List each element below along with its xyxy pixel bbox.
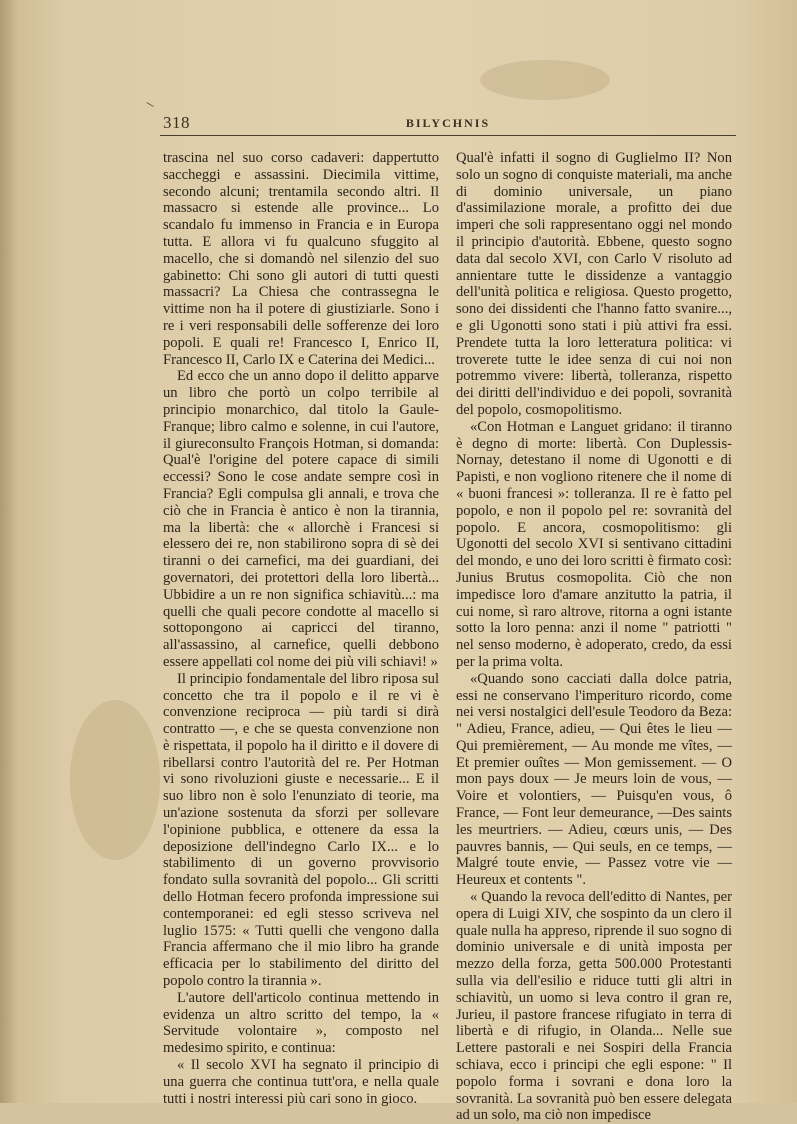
paragraph: Il principio fondamentale del libro riposa sul concetto che tra il popolo e il re vi è convenzione reciproca — più tardi si dirà contratto —, e che se questa convenzione non è rispettata, il popolo ha il diritto e il dovere di ribellarsi contro l'autorità del re. Per Hotman vi sono rivoluzioni giuste e necessarie... E il suo libro non è solo l'enunziato di teorie, ma un'azione sostenuta da sforzi per sollevare l'opinione pubblica, e ottenere da essa la deposizione dell'indegno Carlo IX... e lo stabilimento di un governo provvisorio fondato sulla sovranità del popolo... Gli scritti dello Hotman fecero profonda impressione sui contemporanei: ed egli stesso scriveva nel luglio 1575: « Tutti quelli che vengono dalla Francia affermano che il mio libro ha grande efficacia per lo stabilimento del diritto del popolo contro la tirannia ». bbox=[163, 670, 439, 990]
header-rule bbox=[160, 135, 736, 136]
running-title: BILYCHNIS bbox=[405, 116, 491, 130]
paragraph: «Con Hotman e Languet gridano: il tiranno è degno di morte: libertà. Con Duplessis-Nornay, detestano il nome di Ugonotti e di Papisti, e non vogliono ritenere che il nome di « buoni francesi »: tolleranza. Il re è fatto pel popolo, e non il popolo pel re: sovranità del popolo. E ancora, cosmopolitismo: gli Ugonotti del secolo XVI si sentivano cittadini del mondo, e uno dei loro scritti è firmato così: Junius Brutus cosmopolita. Ciò che non impedisce loro d'amare anzitutto la patria, il cui nome, sì raro altrove, ritorna a ogni istante sotto la loro penna: anzi il nome " patriotti " nel senso moderno, è adoperato, credo, da essi per la prima volta. bbox=[456, 418, 732, 670]
page-header bbox=[160, 113, 736, 135]
paragraph: « Quando la revoca dell'editto di Nantes, per opera di Luigi XIV, che sospinto da un clero il quale nulla ha appreso, riprende il suo sogno di dominio universale e di unità imposta per mezzo della forza, getta 500.000 Protestanti sulla via dell'esilio e riduce tutti gli altri in schiavitù, un uomo si leva contro il gran re, Jurieu, il pastore francese rifugiato in terra di libertà e di rifugio, in Olanda... Nelle sue Lettere pastorali e nei Sospiri della Francia schiava, ecco i principi che egli espone: " Il popolo forma i sovrani e dona loro la sovranità. La sovranità può ben essere delegata ad un solo, ma ciò non impedisce bbox=[456, 889, 732, 1124]
right-column bbox=[456, 150, 732, 1124]
paragraph: trascina nel suo corso cadaveri: dappertutto saccheggi e assassini. Diecimila vittime, secondo alcuni; trentamila secondo altri. Il massacro si estende alle province... Lo scandalo fu immenso in Francia e in Europa tutta. E allora vi fu qualcuno sfuggito al macello, che si domandò nel silenzio del suo gabinetto: Chi sono gli autori di tutti questi massacri? La Chiesa che contrassegna le vittime non ha il potere di giustiziarle. Sono i re i veri responsabili delle sofferenze dei loro popoli. E quali re! Francesco I, Enrico II, Francesco II, Carlo IX e Caterina dei Medici... bbox=[163, 150, 439, 368]
paragraph: Ed ecco che un anno dopo il delitto apparve un libro che portò un colpo terribile al principio monarchico, dal titolo la Gaule-Franque; libro calmo e solenne, in cui l'autore, il giureconsulto François Hotman, si domanda: Qual'è l'origine del potere capace di simili eccessi? Sono le cose andate sempre così in Francia? Egli compulsa gli annali, e trova che ciò che in Francia è antico è non la tirannia, ma la libertà: che « allorchè i Francesi si elessero dei re, non stabilirono sopra di sè dei tiranni o dei carnefici, ma dei guardiani, dei governatori, dei protettori della loro libertà... Ubbidire a un re non significa schiavitù...: ma quelli che quali pecore condotte al macello si sottopongono ai capricci del tiranno, all'assassino, al carnefice, quelli debbono essere appellati col nome dei più vili schiavi! » bbox=[163, 368, 439, 670]
paper-stain bbox=[70, 700, 160, 860]
page-edge-shadow bbox=[0, 0, 18, 1103]
paragraph: L'autore dell'articolo continua mettendo in evidenza un altro scritto del tempo, la « Servitude volontaire », composto nel medesimo spirito, e continua: bbox=[163, 989, 439, 1057]
paragraph: « Il secolo XVI ha segnato il principio di una guerra che continua tutt'ora, e nella quale tutti i nostri interessi più cari sono in gioco. bbox=[163, 1057, 439, 1107]
left-column bbox=[163, 150, 439, 1107]
page-number: 318 bbox=[163, 113, 190, 132]
scan-mark bbox=[146, 102, 153, 107]
paragraph: «Quando sono cacciati dalla dolce patria, essi ne conservano l'imperituro ricordo, come nei versi nostalgici dell'esule Teodoro da Beza: " Adieu, France, adieu, — Qui êtes le lieu — Qui premièrement, — Au monde me vîtes, — Et premier ouîtes — Mon gemissement. — O mon pays doux — Je meurs loin de vous, — Voire et volontiers, — Puisqu'en vous, ô France, — Font leur demeurance, —Des saints les meurtriers. — Adieu, cœurs unis, — Des pauvres bannis, — Qui seuls, en ce temps, — Malgré toute envie, — Passez votre vie — Heureux et contents ". bbox=[456, 670, 732, 889]
paper-stain bbox=[480, 60, 610, 100]
paragraph: Qual'è infatti il sogno di Guglielmo II? Non solo un sogno di conquiste materiali, ma anche di dominio universale, un piano d'assimilazione morale, a profitto dei due imperi che soli rappresentano oggi nel mondo il principio d'autorità. Ebbene, questo sogno data dal secolo XVI, con Carlo V risoluto ad annientare tutte le dissidenze a vantaggio dell'unità politica e religiosa. Questo progetto, sono dei dissidenti che l'hanno fatto svanire..., e gli Ugonotti sono stati i più attivi fra essi. Prendete tutta la loro letteratura politica: vi troverete tutte le idee senza di cui noi non potremmo vivere: libertà, tolleranza, rispetto dei diritti dell'individuo e dei popoli, sovranità del popolo, cosmopolitismo. bbox=[456, 150, 732, 418]
